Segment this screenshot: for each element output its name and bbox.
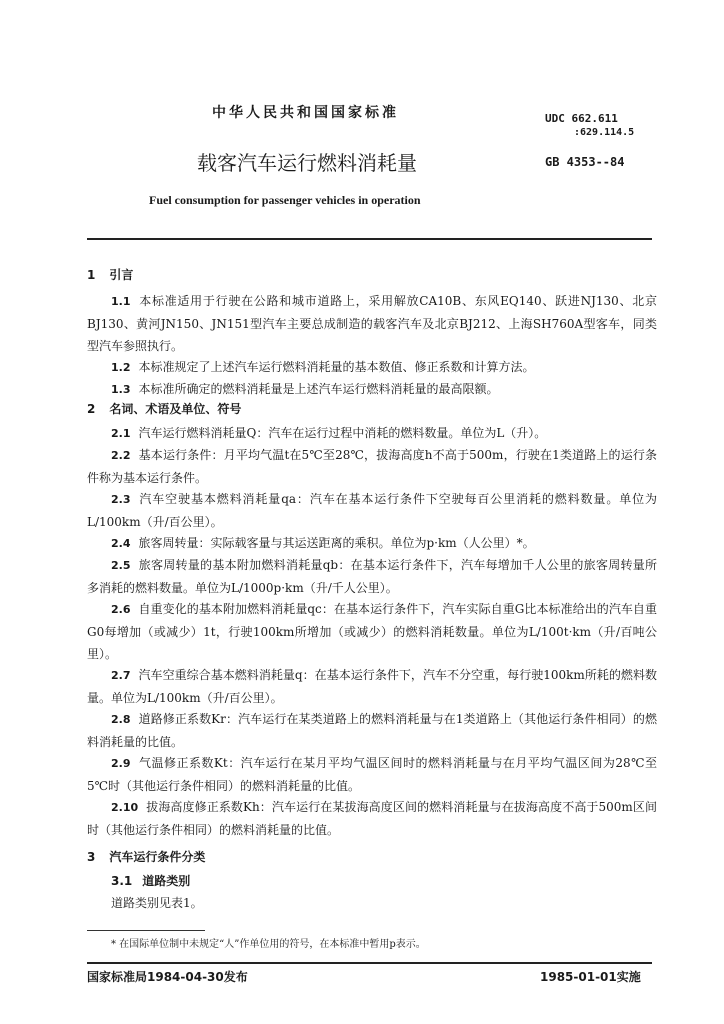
clause-2-8 (87, 708, 657, 753)
footnote: * 在国际单位制中未规定“人”作单位用的符号，在本标准中暂用p表示。 (111, 939, 426, 950)
subsection-title: 道路类别 (142, 874, 191, 888)
subsection-3-1-text: 道路类别见表1。 (111, 896, 203, 910)
clause-text: 拔海高度修正系数Kh：汽车运行在某拔海高度区间的燃料消耗量与在拔海高度不高于500m区间时（其他运行条件相同）的燃料消耗量的比值。 (87, 800, 657, 837)
clause-number: 2.4 (111, 537, 131, 550)
section-title: 名词、术语及单位、符号 (109, 402, 242, 416)
standard-org: 中华人民共和国国家标准 (212, 105, 399, 121)
page-title: 载客汽车运行燃料消耗量 (197, 151, 417, 175)
clause-text: 自重变化的基本附加燃料消耗量qc：在基本运行条件下，汽车实际自重G比本标准给出的汽车自重G0每增加（或减少）1t，行驶100km所增加（或减少）的燃料消耗数量。单位为L/100t·km（升/百吨公里）。 (87, 602, 657, 661)
footnote-rule (87, 930, 205, 931)
clause-number: 1.2 (111, 361, 131, 374)
subsection-number: 3.1 (111, 874, 133, 888)
subsection-3-1-heading (111, 872, 190, 889)
clause-text: 汽车空重综合基本燃料消耗量q：在基本运行条件下，汽车不分空重，每行驶100km所耗的燃料数量。单位为L/100km（升/百公里）。 (87, 668, 657, 705)
clause-text: 汽车运行燃料消耗量Q：汽车在运行过程中消耗的燃料数量。单位为L（升）。 (138, 426, 547, 440)
footer-rule (87, 962, 652, 964)
clause-2-4 (87, 532, 657, 555)
clause-number: 2.10 (111, 801, 139, 814)
clause-number: 2.5 (111, 559, 131, 572)
clause-number: 2.2 (111, 449, 131, 462)
clause-2-6 (87, 598, 657, 665)
clause-2-2 (87, 444, 657, 489)
clause-text: 基本运行条件：月平均气温t在5℃至28℃，拔海高度h不高于500m，行驶在1类道路上的运行条件称为基本运行条件。 (87, 448, 657, 485)
section-number: 1 (87, 268, 96, 282)
clause-number: 2.3 (111, 493, 131, 506)
clause-text: 旅客周转量：实际载客量与其运送距离的乘积。单位为p·km（人公里）*。 (138, 536, 535, 550)
clause-number: 2.7 (111, 669, 131, 682)
issue-date: 国家标准局1984-04-30发布 (87, 970, 248, 984)
english-title: Fuel consumption for passenger vehicles in operation (149, 193, 421, 207)
clause-2-10 (87, 796, 657, 841)
section-2-heading (87, 400, 241, 417)
clause-number: 2.9 (111, 757, 131, 770)
clause-2-3 (87, 488, 657, 533)
clause-text: 旅客周转量的基本附加燃料消耗量qb：在基本运行条件下，汽车每增加千人公里的旅客周转量所多消耗的燃料数量。单位为L/1000p·km（升/千人公里）。 (87, 558, 657, 595)
clause-1-2 (87, 356, 657, 379)
effective-date: 1985-01-01实施 (540, 970, 641, 984)
section-number: 3 (87, 850, 96, 864)
section-title: 引言 (109, 268, 134, 282)
udc-code-sub: :629.114.5 (574, 127, 635, 138)
clause-text: 本标准规定了上述汽车运行燃料消耗量的基本数值、修正系数和计算方法。 (138, 360, 535, 374)
clause-2-7 (87, 664, 657, 709)
clause-text: 道路修正系数Kr：汽车运行在某类道路上的燃料消耗量与在1类道路上（其他运行条件相同）的燃料消耗量的比值。 (87, 712, 657, 749)
section-1-heading (87, 266, 133, 283)
section-3-heading (87, 848, 205, 865)
clause-2-9 (87, 752, 657, 797)
udc-code: UDC 662.611 (545, 112, 618, 125)
gb-number: GB 4353--84 (545, 155, 625, 169)
clause-number: 2.6 (111, 603, 131, 616)
clause-text: 本标准适用于行驶在公路和城市道路上，采用解放CA10B、东风EQ140、跃进NJ130、北京BJ130、黄河JN150、JN151型汽车主要总成制造的载客汽车及北京BJ212、上海SH760A型客车，同类型汽车参照执行。 (87, 294, 657, 353)
clause-number: 2.8 (111, 713, 131, 726)
clause-1-1 (87, 290, 657, 357)
section-number: 2 (87, 402, 96, 416)
clause-text: 本标准所确定的燃料消耗量是上述汽车运行燃料消耗量的最高限额。 (138, 382, 499, 396)
clause-number: 2.1 (111, 427, 131, 440)
clause-1-3 (87, 378, 657, 401)
clause-number: 1.1 (111, 295, 131, 308)
clause-2-5 (87, 554, 657, 599)
header-rule (87, 238, 652, 240)
clause-2-1 (87, 422, 657, 445)
clause-text: 气温修正系数Kt：汽车运行在某月平均气温区间时的燃料消耗量与在月平均气温区间为28℃至5℃时（其他运行条件相同）的燃料消耗量的比值。 (87, 756, 657, 793)
section-title: 汽车运行条件分类 (109, 850, 206, 864)
clause-number: 1.3 (111, 383, 131, 396)
clause-text: 汽车空驶基本燃料消耗量qa：汽车在基本运行条件下空驶每百公里消耗的燃料数量。单位为L/100km（升/百公里）。 (87, 492, 657, 529)
